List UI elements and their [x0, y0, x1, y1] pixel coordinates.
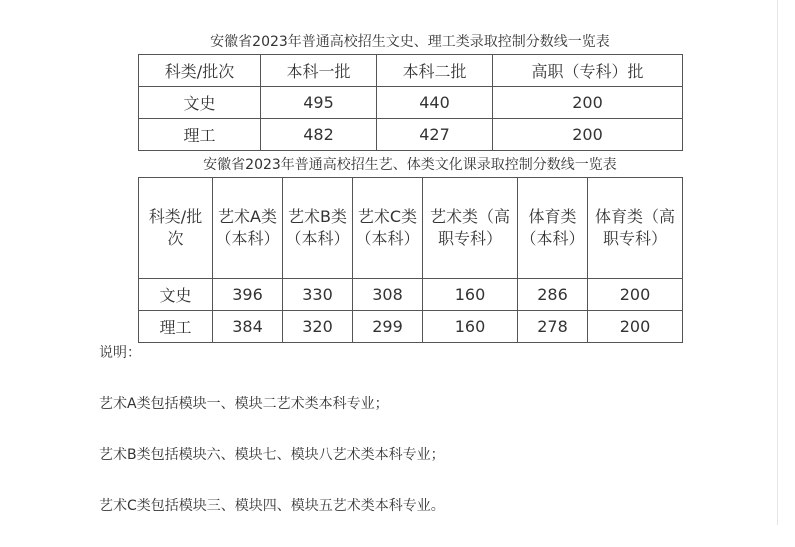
table-cell: 495: [261, 87, 377, 119]
note-item: 艺术C类包括模块三、模块四、模块五艺术类本科专业。: [99, 498, 445, 514]
table-cell: 200: [588, 279, 683, 311]
header-cell: 本科二批: [377, 55, 493, 87]
table-cell: 440: [377, 87, 493, 119]
table-cell: 文史: [139, 279, 213, 311]
table2-caption: 安徽省2023年普通高校招生艺、体类文化课录取控制分数线一览表: [203, 157, 617, 173]
table1-caption: 安徽省2023年普通高校招生文史、理工类录取控制分数线一览表: [210, 34, 610, 50]
table-cell: 286: [518, 279, 588, 311]
table-cell: 文史: [139, 87, 261, 119]
note-item: 艺术B类包括模块六、模块七、模块八艺术类本科专业；: [99, 447, 445, 463]
table-cell: 理工: [139, 119, 261, 151]
notes-label: 说明：: [99, 345, 141, 361]
table-row: [139, 87, 683, 119]
note-item: 艺术A类包括模块一、模块二艺术类本科专业；: [99, 396, 389, 412]
table-cell: 330: [283, 279, 353, 311]
header-cell: 艺术A类（本科）: [213, 178, 283, 279]
header-cell: 体育类（高职专科）: [588, 178, 683, 279]
header-cell: 科类/批次: [139, 55, 261, 87]
table-cell: 308: [353, 279, 423, 311]
table-row: [139, 119, 683, 151]
table-row: [139, 279, 683, 311]
table-cell: 理工: [139, 311, 213, 343]
header-cell: 艺术类（高职专科）: [423, 178, 518, 279]
admission-score-table-2: [138, 177, 683, 343]
header-cell: 艺术C类（本科）: [353, 178, 423, 279]
page-right-border: [777, 0, 778, 525]
table-cell: 200: [493, 87, 683, 119]
table-cell: 396: [213, 279, 283, 311]
admission-score-table-1: [138, 54, 683, 151]
table-header-row: [139, 178, 683, 279]
header-cell: 艺术B类（本科）: [283, 178, 353, 279]
table-cell: 482: [261, 119, 377, 151]
table-cell: 320: [283, 311, 353, 343]
table-cell: 299: [353, 311, 423, 343]
header-cell: 科类/批次: [139, 178, 213, 279]
header-cell: 高职（专科）批: [493, 55, 683, 87]
notes-section: [99, 343, 445, 547]
table-cell: 278: [518, 311, 588, 343]
table-row: [139, 311, 683, 343]
table-cell: 427: [377, 119, 493, 151]
table-cell: 160: [423, 279, 518, 311]
table-cell: 200: [493, 119, 683, 151]
table-cell: 384: [213, 311, 283, 343]
table-header-row: [139, 55, 683, 87]
header-cell: 体育类（本科）: [518, 178, 588, 279]
header-cell: 本科一批: [261, 55, 377, 87]
table-cell: 160: [423, 311, 518, 343]
table-cell: 200: [588, 311, 683, 343]
